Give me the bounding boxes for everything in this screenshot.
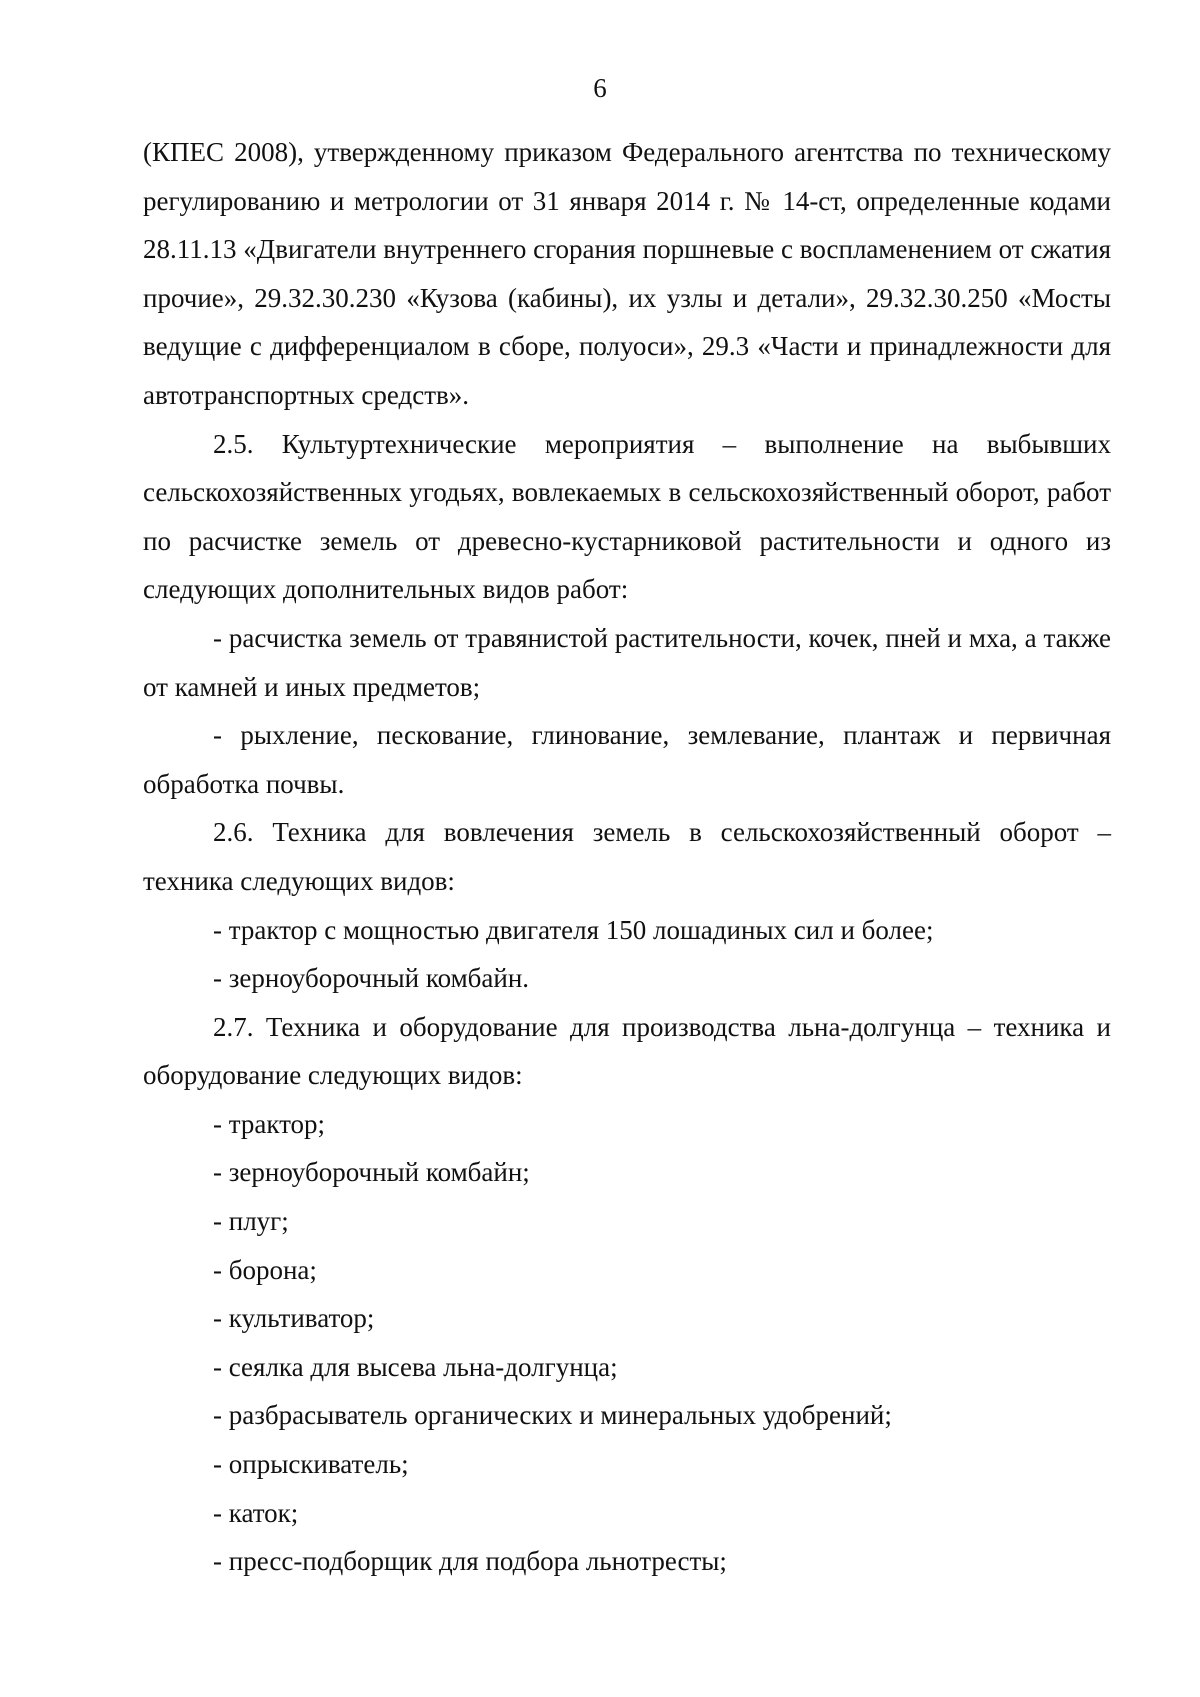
list-item: - пресс-подборщик для подбора льнотресты; <box>213 1546 727 1577</box>
paragraph-2-6: 2.6. Техника для вовлечения земель в сельскохозяйственный оборот – техника следующих видов: <box>143 817 1111 896</box>
paragraph-2-5: 2.5. Культуртехнические мероприятия – выполнение на выбывших сельскохозяйственных угодьях, вовлекаемых в сельскохозяйственный оборот, работ по расчистке земель от древесно-кустарниковой растительности и одного из следующих дополнительных видов работ: <box>143 428 1111 605</box>
list-item: - каток; <box>213 1497 299 1528</box>
document-body <box>143 128 1111 1586</box>
list-item: - расчистка земель от травянистой растительности, кочек, пней и мха, а также от камней и иных предметов; <box>143 622 1111 702</box>
list-item: - разбрасыватель органических и минеральных удобрений; <box>213 1400 892 1431</box>
list-item: - опрыскиватель; <box>213 1449 409 1480</box>
list-item: - культиватор; <box>213 1303 375 1334</box>
list-item: - зерноуборочный комбайн. <box>213 963 530 994</box>
page-number: 6 <box>593 73 607 103</box>
list-item: - сеялка для высева льна-долгунца; <box>213 1351 618 1382</box>
list-item: - зерноуборочный комбайн; <box>213 1157 530 1188</box>
list-item: - рыхление, пескование, глинование, землевание, плантаж и первичная обработка почвы. <box>143 720 1111 799</box>
list-item: - трактор; <box>213 1108 326 1139</box>
list-item: - трактор с мощностью двигателя 150 лошадиных сил и более; <box>213 914 934 945</box>
list-item: - плуг; <box>213 1206 289 1237</box>
list-item: - борона; <box>213 1254 317 1285</box>
paragraph-2-7: 2.7. Техника и оборудование для производства льна-долгунца – техника и оборудование следующих видов: <box>143 1011 1111 1091</box>
paragraph-continuation: (КПЕС 2008), утвержденному приказом Федерального агентства по техническому регулированию и метрологии от 31 января 2014 г. № 14-ст, определенные кодами 28.11.13 «Двигатели внутреннего сгорания поршневые с воспламенением от сжатия прочие», 29.32.30.230 «Кузова (кабины), их узлы и детали», 29.32.30.250 «Мосты ведущие с дифференциалом в сборе, полуоси», 29.3 «Части и принадлежности для автотранспортных средств». <box>143 137 1111 410</box>
